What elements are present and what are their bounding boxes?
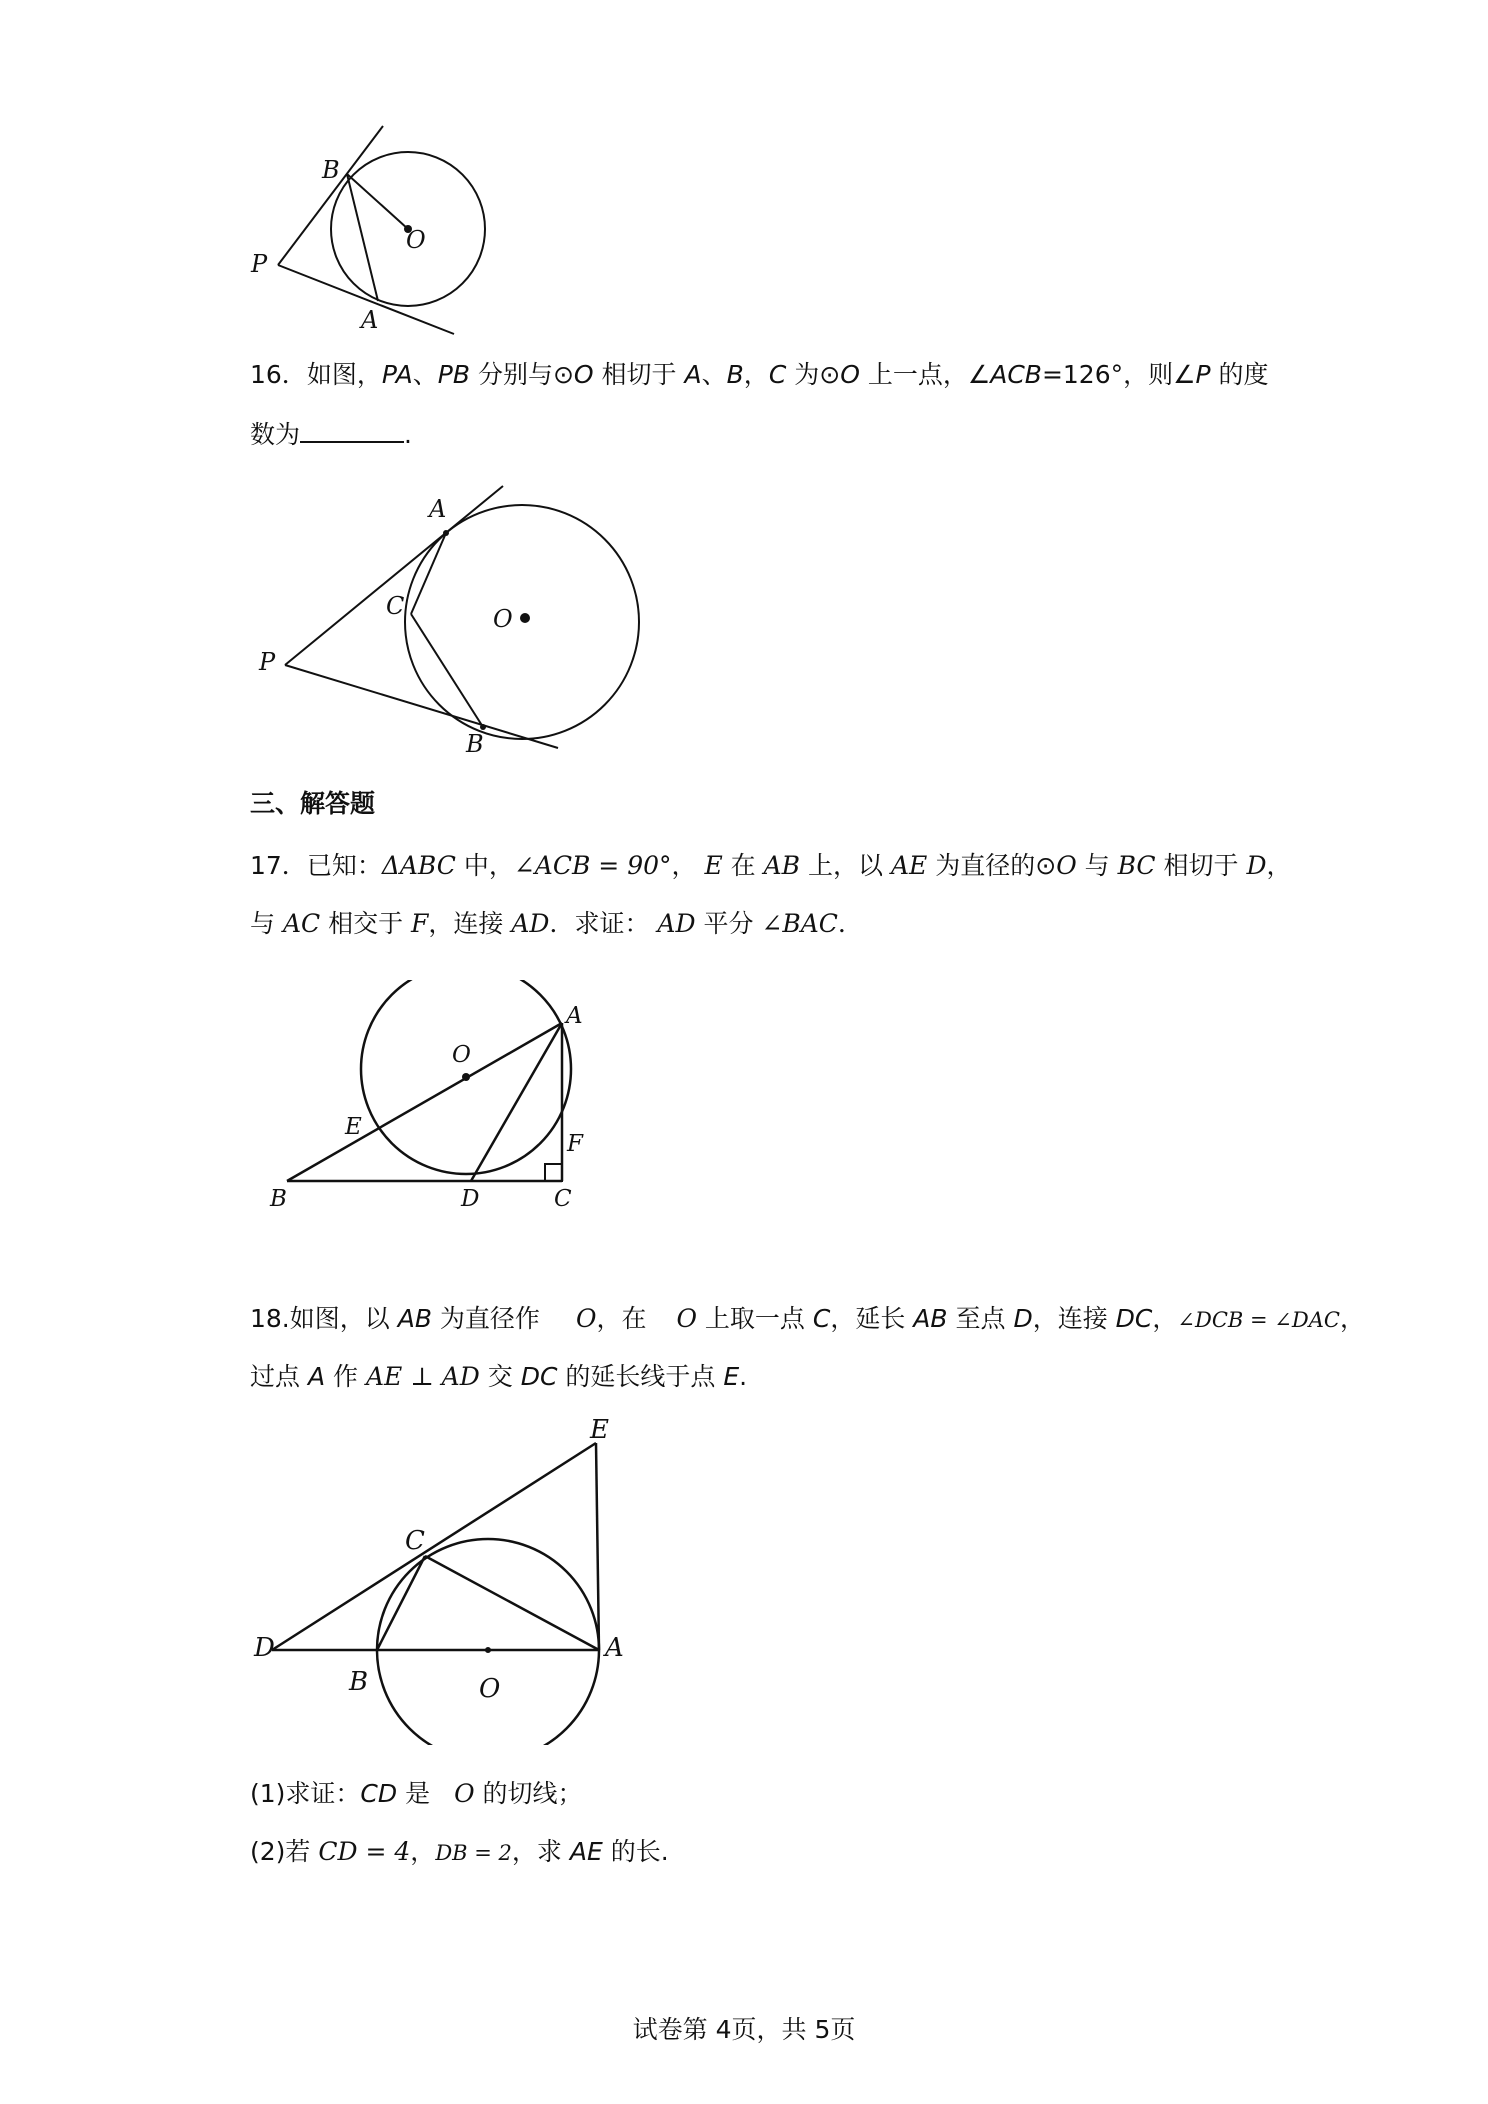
tangent-line-b — [285, 665, 558, 748]
t: ． — [837, 909, 863, 938]
t: =126°，则∠ — [1041, 360, 1196, 389]
t: . — [404, 420, 412, 449]
t: ，连接 — [1032, 1304, 1116, 1333]
m: D — [1013, 1304, 1033, 1333]
t: 相交于 — [320, 909, 412, 938]
label-e: E — [590, 1415, 609, 1445]
m: AD — [657, 909, 696, 938]
m: AB — [397, 1304, 432, 1333]
t: 如图，以 — [289, 1304, 398, 1333]
t: ， — [743, 360, 769, 389]
label-b: B — [322, 156, 340, 184]
m: C — [812, 1304, 831, 1333]
m: E — [704, 851, 723, 880]
t: 的延长线于点 — [557, 1362, 724, 1391]
chord-cb — [411, 614, 483, 727]
label-c: C — [554, 1186, 572, 1212]
center-dot — [485, 1647, 491, 1653]
m: AE — [890, 851, 928, 880]
t: 与 — [1076, 851, 1118, 880]
t: 上一点，∠ — [859, 360, 991, 389]
q18-part1 — [250, 1778, 583, 1810]
m: F — [411, 909, 429, 938]
t: 的长. — [602, 1837, 669, 1866]
t: 过点 — [250, 1362, 308, 1391]
m-o: O — [840, 360, 860, 389]
q17-number: 17． — [250, 851, 307, 880]
m-pa: PA — [381, 360, 413, 389]
t: 至点 — [947, 1304, 1014, 1333]
tangent-line-b — [278, 126, 383, 265]
label-b: B — [349, 1667, 369, 1697]
m-a: A — [684, 360, 702, 389]
label-o: O — [452, 1042, 471, 1068]
m: AE ⊥ AD — [365, 1362, 480, 1391]
t: ，延长 — [830, 1304, 914, 1333]
t: 作 — [325, 1362, 366, 1391]
t: . — [739, 1362, 748, 1391]
figure-q17 — [0, 980, 700, 1220]
point-a-dot — [443, 530, 449, 536]
t: 与 — [250, 909, 283, 938]
label-e: E — [345, 1114, 362, 1140]
segment-ae — [596, 1443, 599, 1650]
t: ，在 — [596, 1304, 647, 1333]
m: E — [723, 1362, 740, 1391]
t: 在 — [722, 851, 764, 880]
section-heading: 三、解答题 — [250, 789, 376, 818]
t: (1)求证： — [250, 1779, 361, 1808]
label-p: P — [251, 250, 268, 278]
m: AC — [282, 909, 321, 938]
radius-ob — [347, 174, 408, 229]
label-c: C — [405, 1526, 425, 1556]
m: DC — [520, 1362, 558, 1391]
t: 数为 — [250, 420, 301, 449]
t: ， — [1266, 851, 1292, 880]
label-d: D — [254, 1633, 275, 1663]
t: 为直径的⊙ — [927, 851, 1057, 880]
t: 中， — [455, 851, 514, 880]
m-p: P — [1195, 360, 1211, 389]
t: 、 — [701, 360, 727, 389]
m: BC — [1117, 851, 1156, 880]
t: 、 — [412, 360, 438, 389]
m: D — [1246, 851, 1267, 880]
t: 的切线； — [474, 1779, 583, 1808]
m: ΔABC — [381, 851, 456, 880]
page-footer: 试卷第 4页，共 5页 — [632, 2015, 856, 2044]
q18-line1 — [250, 1303, 1365, 1336]
m: O — [575, 1304, 597, 1333]
t: 为直径作 — [431, 1304, 540, 1333]
t: 为⊙ — [786, 360, 841, 389]
q17-line1 — [250, 850, 1292, 882]
m: AE — [569, 1837, 603, 1866]
t: ， — [1339, 1304, 1365, 1333]
t: ， — [410, 1837, 436, 1866]
q18-number: 18. — [250, 1304, 290, 1333]
answer-blank[interactable] — [300, 419, 404, 443]
m-acb: ACB — [990, 360, 1042, 389]
label-a: A — [429, 495, 447, 523]
t: 平分 — [695, 909, 762, 938]
figure-q16 — [0, 470, 700, 770]
label-p: P — [259, 648, 276, 676]
figure-q15 — [0, 0, 520, 340]
m: CD — [360, 1779, 398, 1808]
m: DB = 2 — [435, 1841, 512, 1865]
t: ，连接 — [428, 909, 512, 938]
q16-line2 — [250, 419, 412, 451]
label-o: O — [479, 1674, 501, 1704]
label-f: F — [567, 1131, 583, 1157]
label-d: D — [461, 1186, 480, 1212]
t: 已知： — [306, 851, 382, 880]
t: ．求证： — [549, 909, 658, 938]
t: ，求 — [511, 1837, 570, 1866]
t: 相切于 — [1155, 851, 1247, 880]
m: AD — [511, 909, 550, 938]
label-o: O — [493, 605, 513, 633]
t: 上取一点 — [696, 1304, 813, 1333]
q18-part2 — [250, 1836, 669, 1869]
circle-o — [377, 1539, 599, 1745]
label-b: B — [270, 1186, 287, 1212]
tangent-line-a — [285, 486, 503, 665]
label-a: A — [605, 1633, 624, 1663]
m: O — [1056, 851, 1077, 880]
right-angle-mark — [545, 1164, 562, 1181]
label-o: O — [406, 226, 426, 254]
label-a: A — [361, 306, 379, 334]
t: 的度 — [1210, 360, 1269, 389]
q17-line2 — [250, 908, 863, 940]
chord-cb — [377, 1556, 425, 1650]
q18-line2 — [250, 1361, 747, 1393]
q16-number: 16． — [250, 360, 307, 389]
m-pb: PB — [437, 360, 471, 389]
t: 分别与⊙ — [470, 360, 574, 389]
t: ， — [1152, 1304, 1178, 1333]
m: AB — [763, 851, 801, 880]
label-c: C — [386, 592, 405, 620]
t: 如图， — [306, 360, 382, 389]
t: 是 — [397, 1779, 431, 1808]
m-o: O — [573, 360, 594, 389]
m: O — [676, 1304, 697, 1333]
t: ， — [671, 851, 705, 880]
chord-ca — [425, 1556, 599, 1650]
t: 交 — [479, 1362, 521, 1391]
center-dot — [520, 613, 530, 623]
label-b: B — [466, 730, 484, 758]
m: AB — [913, 1304, 948, 1333]
label-a: A — [566, 1003, 583, 1029]
m: O — [454, 1779, 475, 1808]
q16-line1 — [250, 359, 1269, 391]
m-b: B — [726, 360, 744, 389]
m: ∠DCB = ∠DAC — [1177, 1308, 1340, 1332]
m-c: C — [768, 360, 787, 389]
m: ∠ACB = 90° — [513, 851, 672, 880]
t: (2)若 — [250, 1837, 319, 1866]
t: 上，以 — [800, 851, 891, 880]
m: DC — [1115, 1304, 1153, 1333]
m: CD = 4 — [318, 1837, 411, 1866]
t: 相切于 — [593, 360, 685, 389]
line-de — [272, 1443, 596, 1650]
center-dot — [462, 1073, 470, 1081]
segment-ad — [471, 1023, 562, 1181]
m: A — [307, 1362, 326, 1391]
m: ∠BAC — [761, 909, 838, 938]
figure-q18 — [0, 1395, 700, 1745]
